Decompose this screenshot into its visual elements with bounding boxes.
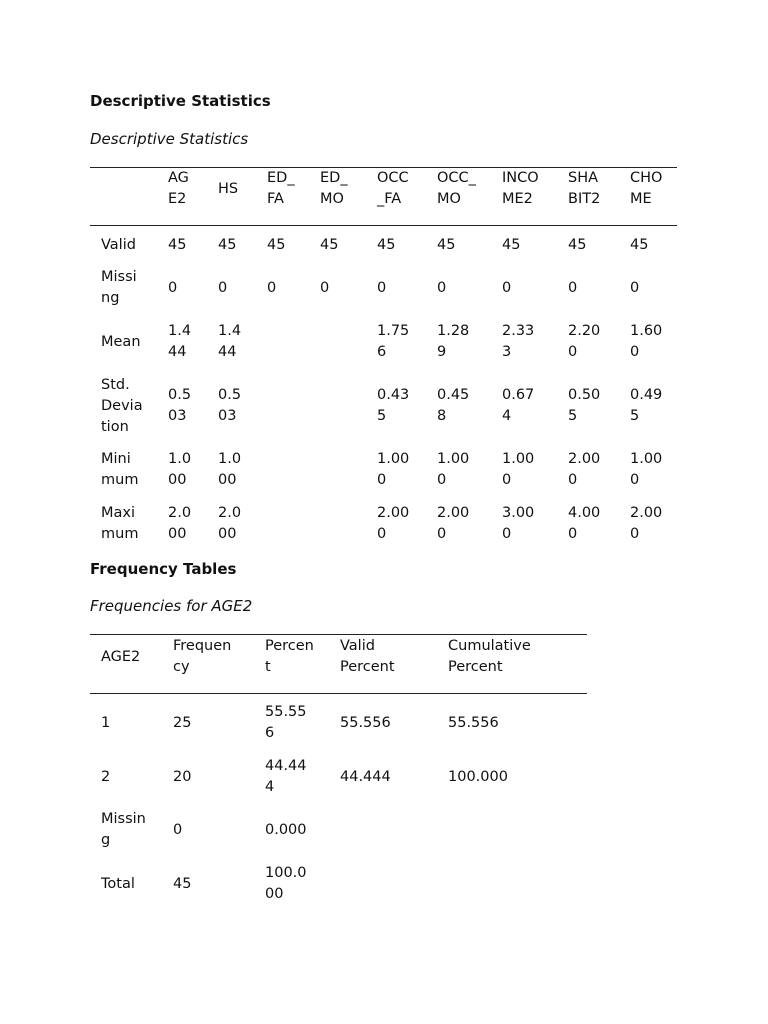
row-label: Mini mum [101, 451, 139, 488]
table-cell: 0.5 03 [168, 387, 192, 424]
table-cell: 0 [502, 280, 512, 296]
table-cell: 0.49 5 [630, 387, 663, 424]
column-header: ED_ MO [320, 170, 348, 207]
table-cell: 0.50 5 [568, 387, 601, 424]
table-cell: 2.00 0 [437, 505, 470, 542]
row-label: Std. Devia tion [101, 377, 143, 435]
table-cell: 0.5 03 [218, 387, 242, 424]
table-caption: Frequencies for AGE2 [90, 597, 253, 615]
table-cell: 1.28 9 [437, 323, 470, 360]
table-cell: 1.4 44 [168, 323, 192, 360]
table-cell: 1.60 0 [630, 323, 663, 360]
table-cell: 100.0 00 [265, 865, 307, 902]
table-cell: 55.55 6 [265, 704, 307, 741]
table-cell: 45 [218, 237, 237, 253]
table-cell: 45 [502, 237, 521, 253]
table-cell: 0.45 8 [437, 387, 470, 424]
table-cell: 45 [320, 237, 339, 253]
table-cell: 55.556 [448, 715, 499, 731]
column-header: AGE2 [101, 649, 141, 665]
row-label: 1 [101, 715, 111, 731]
table-cell: 45 [173, 876, 192, 892]
table-cell: 0 [267, 280, 277, 296]
table-cell: 0 [168, 280, 178, 296]
row-label: Total [101, 876, 135, 892]
table-cell: 1.0 00 [168, 451, 192, 488]
column-header: AG E2 [168, 170, 189, 207]
row-label: Mean [101, 334, 141, 350]
table-cell: 0 [173, 822, 183, 838]
table-cell: 0 [568, 280, 578, 296]
table-cell: 2.00 0 [630, 505, 663, 542]
table-cell: 25 [173, 715, 192, 731]
table-cell: 1.4 44 [218, 323, 242, 360]
column-header: SHA BIT2 [568, 170, 601, 207]
section-heading: Descriptive Statistics [90, 92, 271, 110]
table-cell: 45 [168, 237, 187, 253]
table-cell: 44.444 [340, 769, 391, 785]
table-cell: 2.33 3 [502, 323, 535, 360]
table-cell: 0.000 [265, 822, 307, 838]
table-cell: 0 [218, 280, 228, 296]
row-label: Maxi mum [101, 505, 139, 542]
column-header: Valid Percent [340, 638, 395, 675]
column-header: CHO ME [630, 170, 663, 207]
table-cell: 1.00 0 [377, 451, 410, 488]
column-header: ED_ FA [267, 170, 295, 207]
table-cell: 100.000 [448, 769, 508, 785]
row-label: Valid [101, 237, 136, 253]
column-header: Percen t [265, 638, 314, 675]
table-cell: 1.75 6 [377, 323, 410, 360]
table-cell: 45 [437, 237, 456, 253]
column-header: Cumulative Percent [448, 638, 531, 675]
row-label: Missi ng [101, 269, 137, 306]
table-cell: 44.44 4 [265, 758, 307, 795]
table-cell: 2.0 00 [218, 505, 242, 542]
table-rule [90, 693, 587, 694]
table-cell: 2.0 00 [168, 505, 192, 542]
column-header: Frequen cy [173, 638, 232, 675]
table-cell: 0 [630, 280, 640, 296]
table-cell: 3.00 0 [502, 505, 535, 542]
table-cell: 0 [377, 280, 387, 296]
table-rule [90, 634, 587, 635]
column-header: OCC _FA [377, 170, 409, 207]
row-label: 2 [101, 769, 111, 785]
column-header: INCO ME2 [502, 170, 539, 207]
table-cell: 45 [267, 237, 286, 253]
column-header: OCC_ MO [437, 170, 476, 207]
table-cell: 1.00 0 [630, 451, 663, 488]
table-caption: Descriptive Statistics [90, 130, 249, 148]
section-heading: Frequency Tables [90, 560, 237, 578]
table-cell: 2.00 0 [377, 505, 410, 542]
table-cell: 1.0 00 [218, 451, 242, 488]
table-rule [90, 225, 677, 226]
table-cell: 45 [630, 237, 649, 253]
table-cell: 0.67 4 [502, 387, 535, 424]
row-label: Missin g [101, 811, 146, 848]
table-cell: 0 [437, 280, 447, 296]
table-cell: 45 [568, 237, 587, 253]
table-cell: 1.00 0 [437, 451, 470, 488]
table-cell: 2.00 0 [568, 451, 601, 488]
table-cell: 2.20 0 [568, 323, 601, 360]
table-cell: 1.00 0 [502, 451, 535, 488]
table-cell: 55.556 [340, 715, 391, 731]
table-cell: 4.00 0 [568, 505, 601, 542]
column-header: HS [218, 181, 239, 197]
table-cell: 0.43 5 [377, 387, 410, 424]
table-cell: 45 [377, 237, 396, 253]
table-cell: 20 [173, 769, 192, 785]
table-cell: 0 [320, 280, 330, 296]
